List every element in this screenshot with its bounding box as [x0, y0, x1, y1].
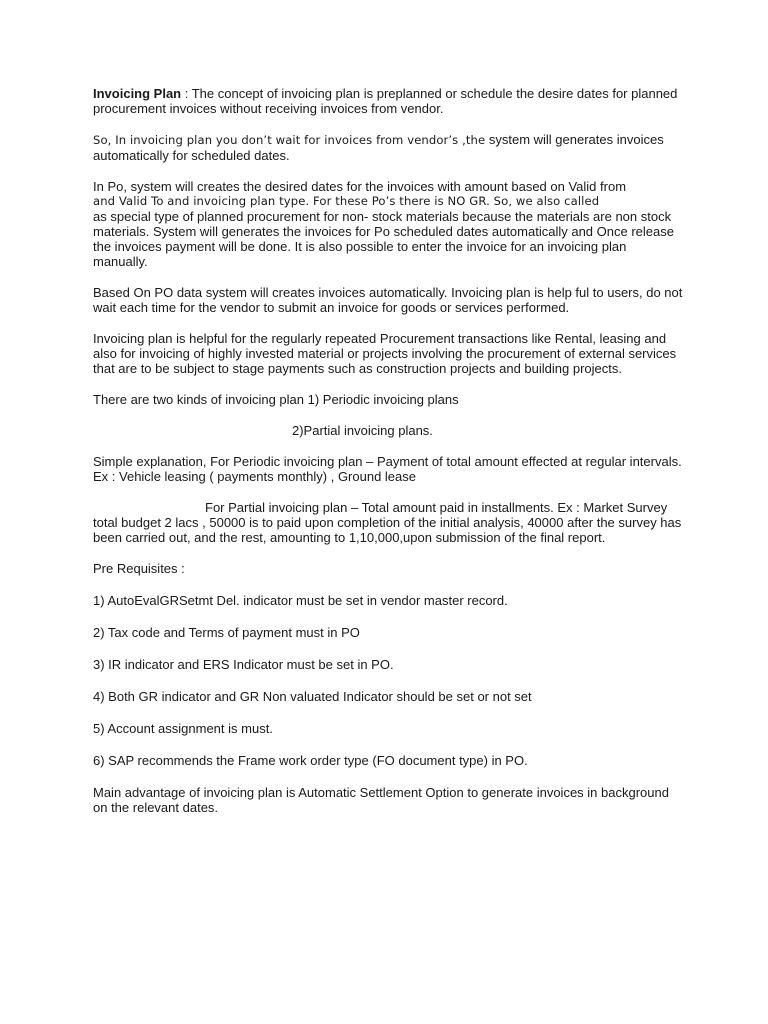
paragraph-periodic-explanation: Simple explanation, For Periodic invoicing plan – Payment of total amount effected at regular intervals. Ex : Vehicle leasing ( payments monthly) , Ground lease — [93, 454, 682, 484]
paragraph-po-data: Based On PO data system will creates invoices automatically. Invoicing plan is help ful to users, do not wait each time for the vendor to submit an invoice for goods or services performed. — [93, 285, 683, 315]
definition-text: : The concept of invoicing plan is preplanned or schedule the desire dates for planned procurement invoices without receiving invoices from vendor. — [93, 86, 678, 116]
no-wait-text: system will generates invoices automatically for scheduled dates. — [93, 132, 664, 163]
paragraph-partial-explanation: For Partial invoicing plan – Total amount paid in installments. Ex : Market Survey total budget 2 lacs , 50000 is to paid upon completion of the initial analysis, 40000 after the survey has been carried out, and the rest, amounting to 1,10,000,upon submission of the final report. — [93, 500, 682, 545]
prerequisite-item: 4) Both GR indicator and GR Non valuated Indicator should be set or not set — [93, 689, 532, 704]
heading-invoicing-plan: Invoicing Plan — [93, 86, 182, 101]
paragraph-partial-kind: 2)Partial invoicing plans. — [292, 423, 433, 438]
document-page — [93, 86, 683, 831]
paragraph-po-dates — [93, 179, 683, 269]
no-wait-lead: So, In invoicing plan you don’t wait for invoices from vendor’s ,the — [93, 133, 486, 147]
prerequisite-item: 6) SAP recommends the Frame work order type (FO document type) in PO. — [93, 753, 528, 768]
prerequisite-item: 5) Account assignment is must. — [93, 721, 273, 736]
po-dates-rest: as special type of planned procurement for non- stock materials because the materials are non stock materials. System will generates the invoices for Po scheduled dates automatically and Once release the invoices payment will be done. It is also possible to enter the invoice for an invoicing plan manually. — [93, 209, 674, 269]
prerequisite-item: 2) Tax code and Terms of payment must in PO — [93, 625, 360, 640]
paragraph-definition — [93, 86, 683, 116]
paragraph-helpful: Invoicing plan is helpful for the regularly repeated Procurement transactions like Rental, leasing and also for invoicing of highly invested material or projects involving the procurement of external services that are to be subject to stage payments such as construction projects and building projects. — [93, 331, 677, 376]
prerequisites-heading: Pre Requisites : — [93, 561, 185, 576]
prerequisite-item: 3) IR indicator and ERS Indicator must be set in PO. — [93, 657, 394, 672]
paragraph-two-kinds: There are two kinds of invoicing plan 1) Periodic invoicing plans — [93, 392, 459, 407]
paragraph-no-wait — [93, 132, 683, 163]
po-dates-line2: and Valid To and invoicing plan type. For these Po’s there is NO GR. So, we also called — [93, 194, 600, 208]
prerequisite-item: 1) AutoEvalGRSetmt Del. indicator must be set in vendor master record. — [93, 593, 508, 608]
paragraph-main-advantage: Main advantage of invoicing plan is Automatic Settlement Option to generate invoices in background on the relevant dates. — [93, 785, 669, 815]
po-dates-line1: In Po, system will creates the desired dates for the invoices with amount based on Valid from — [93, 179, 627, 194]
